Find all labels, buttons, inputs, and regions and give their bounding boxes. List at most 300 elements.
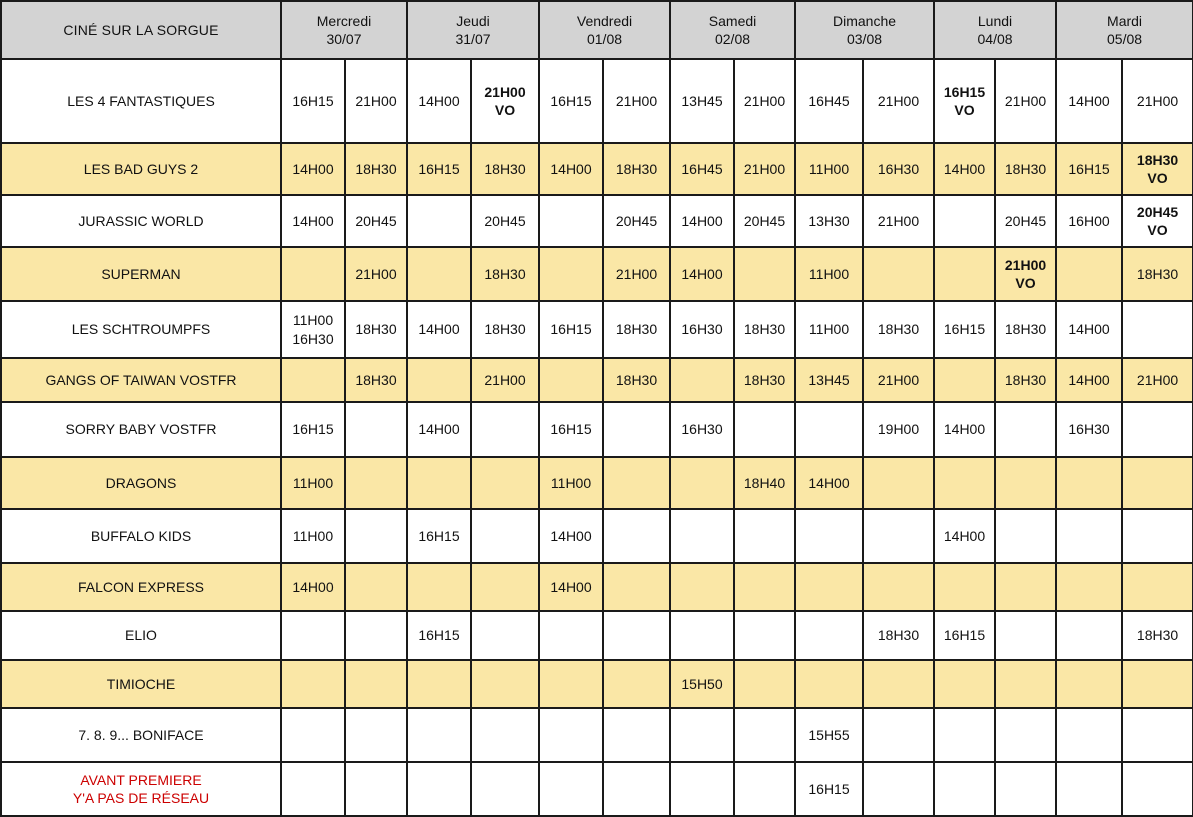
showtime: 14H00 bbox=[681, 212, 723, 229]
showtime-cell bbox=[1056, 195, 1122, 247]
film-title bbox=[1, 611, 281, 660]
showtime-cell bbox=[1122, 247, 1193, 301]
showtime-cell bbox=[995, 708, 1056, 762]
showtime-cell bbox=[795, 509, 863, 563]
showtime-cell bbox=[281, 247, 345, 301]
showtime-cell bbox=[863, 301, 934, 358]
showtime: 21H00 bbox=[743, 92, 786, 109]
showtime-cell bbox=[863, 59, 934, 143]
showtime: 20H45 bbox=[355, 212, 397, 229]
showtime: 16H15 bbox=[550, 92, 592, 109]
showtime-cell bbox=[407, 402, 471, 457]
showtime: 18H30 bbox=[1004, 160, 1047, 177]
film-row bbox=[1, 762, 1193, 816]
showtime: 18H30 bbox=[743, 321, 786, 338]
showtime: 14H00 bbox=[550, 160, 592, 177]
film-row bbox=[1, 301, 1193, 358]
showtime-cell bbox=[795, 457, 863, 509]
showtime: 18H30 bbox=[877, 627, 920, 644]
showtime: 21H00 bbox=[877, 371, 920, 388]
showtime-cell bbox=[539, 247, 603, 301]
showtime-cell bbox=[281, 143, 345, 195]
showtime-cell bbox=[407, 195, 471, 247]
showtime-cell bbox=[1056, 611, 1122, 660]
showtime: 14H00 bbox=[292, 578, 334, 595]
showtime: 18H40 bbox=[743, 474, 786, 491]
showtime: 21H00 bbox=[615, 265, 658, 282]
showtime: 18H30 bbox=[743, 371, 786, 388]
showtime-cell bbox=[863, 358, 934, 402]
showtime: 21H00 bbox=[355, 92, 397, 109]
showtime: 16H15 bbox=[418, 160, 460, 177]
showtime-cell bbox=[995, 143, 1056, 195]
showtime-cell bbox=[995, 611, 1056, 660]
showtime: 20H45 bbox=[743, 212, 786, 229]
showtime-cell bbox=[670, 563, 734, 611]
showtime-cell bbox=[471, 457, 539, 509]
showtime: 14H00 bbox=[418, 321, 460, 338]
day-header-mercredi bbox=[281, 1, 407, 59]
day-name: Jeudi bbox=[456, 12, 490, 29]
showtime: 14H00 bbox=[292, 212, 334, 229]
showtime-cell bbox=[603, 358, 670, 402]
showtime: 14H00 bbox=[292, 160, 334, 177]
showtime-cell bbox=[345, 59, 407, 143]
showtime: 16H15 bbox=[418, 627, 460, 644]
showtime-cell bbox=[795, 143, 863, 195]
showtime: 18H30 bbox=[484, 265, 526, 282]
showtime-cell bbox=[407, 762, 471, 816]
showtime: 14H00 bbox=[1068, 92, 1110, 109]
film-row bbox=[1, 59, 1193, 143]
showtime-cell bbox=[471, 563, 539, 611]
showtime-cell bbox=[281, 402, 345, 457]
showtime: 11H00 bbox=[292, 527, 334, 544]
showtime-cell bbox=[1056, 509, 1122, 563]
showtime-cell bbox=[471, 143, 539, 195]
showtime-cell bbox=[1122, 301, 1193, 358]
film-title-line: JURASSIC WORLD bbox=[78, 212, 204, 229]
showtime-cell bbox=[471, 611, 539, 660]
showtime-cell bbox=[1122, 195, 1193, 247]
showtime-cell bbox=[1122, 457, 1193, 509]
showtime: 16H15 bbox=[943, 627, 986, 644]
showtime-cell bbox=[539, 762, 603, 816]
showtime-cell bbox=[539, 509, 603, 563]
showtime-cell bbox=[407, 143, 471, 195]
film-row bbox=[1, 611, 1193, 660]
showtime-cell bbox=[471, 708, 539, 762]
film-title bbox=[1, 762, 281, 816]
showtime: 14H00 bbox=[550, 527, 592, 544]
film-title-line: GANGS OF TAIWAN VOSTFR bbox=[45, 371, 237, 388]
showtime: 14H00 bbox=[1068, 321, 1110, 338]
showtime: 20H45 VO bbox=[1136, 203, 1179, 238]
film-title bbox=[1, 708, 281, 762]
showtime: 20H45 bbox=[615, 212, 658, 229]
film-title bbox=[1, 247, 281, 301]
film-title-line: DRAGONS bbox=[105, 474, 177, 491]
showtime-cell bbox=[795, 247, 863, 301]
showtime-cell bbox=[863, 708, 934, 762]
showtime: 15H55 bbox=[808, 726, 850, 743]
showtime-cell bbox=[670, 358, 734, 402]
film-title bbox=[1, 660, 281, 708]
showtime-cell bbox=[863, 660, 934, 708]
showtime-cell bbox=[670, 301, 734, 358]
film-title bbox=[1, 563, 281, 611]
film-row bbox=[1, 457, 1193, 509]
showtime: 14H00 bbox=[550, 578, 592, 595]
showtime-cell bbox=[670, 195, 734, 247]
showtime: 18H30 bbox=[877, 321, 920, 338]
showtime-cell bbox=[345, 195, 407, 247]
day-date: 05/08 bbox=[1107, 31, 1143, 47]
showtime-cell bbox=[603, 143, 670, 195]
showtime: 13H30 bbox=[808, 212, 850, 229]
showtime-cell bbox=[863, 195, 934, 247]
showtime: 14H00 bbox=[418, 92, 460, 109]
showtime-cell bbox=[407, 660, 471, 708]
showtime: 16H15 bbox=[550, 321, 592, 338]
showtime-cell bbox=[1122, 611, 1193, 660]
showtime-cell bbox=[603, 611, 670, 660]
showtime: 11H00 16H30 bbox=[292, 312, 334, 347]
showtime: 14H00 bbox=[943, 160, 986, 177]
showtime-cell bbox=[863, 247, 934, 301]
showtime-cell bbox=[1122, 762, 1193, 816]
showtime-cell bbox=[407, 247, 471, 301]
showtime-cell bbox=[734, 195, 795, 247]
showtime-cell bbox=[407, 59, 471, 143]
film-row bbox=[1, 358, 1193, 402]
film-row bbox=[1, 247, 1193, 301]
showtime: 21H00 bbox=[355, 265, 397, 282]
showtime-cell bbox=[795, 563, 863, 611]
showtime: 21H00 VO bbox=[484, 83, 526, 118]
cinema-title: CINÉ SUR LA SORGUE bbox=[1, 1, 281, 59]
showtime-cell bbox=[670, 708, 734, 762]
film-row bbox=[1, 563, 1193, 611]
film-row bbox=[1, 143, 1193, 195]
showtime-cell bbox=[934, 611, 995, 660]
showtime: 21H00 bbox=[743, 160, 786, 177]
film-title-line: ELIO bbox=[125, 627, 157, 644]
showtime-cell bbox=[281, 358, 345, 402]
showtime-cell bbox=[734, 708, 795, 762]
film-title-line: LES BAD GUYS 2 bbox=[83, 160, 199, 177]
film-title-line: AVANT PREMIERE bbox=[80, 771, 202, 788]
showtime-cell bbox=[863, 402, 934, 457]
showtime-cell bbox=[1122, 143, 1193, 195]
showtime-cell bbox=[995, 301, 1056, 358]
showtime-cell bbox=[934, 509, 995, 563]
film-row bbox=[1, 708, 1193, 762]
showtime: 16H30 bbox=[681, 421, 723, 438]
film-row bbox=[1, 509, 1193, 563]
showtime: 16H15 bbox=[943, 321, 986, 338]
showtime-cell bbox=[471, 509, 539, 563]
film-title-line: FALCON EXPRESS bbox=[77, 578, 205, 595]
showtime-cell bbox=[1056, 660, 1122, 708]
showtime-cell bbox=[734, 563, 795, 611]
showtime-cell bbox=[734, 660, 795, 708]
film-row bbox=[1, 660, 1193, 708]
showtime: 14H00 bbox=[418, 421, 460, 438]
showtime-cell bbox=[795, 762, 863, 816]
showtime: 13H45 bbox=[681, 92, 723, 109]
showtime-cell bbox=[734, 358, 795, 402]
showtime-cell bbox=[734, 509, 795, 563]
showtime-cell bbox=[795, 301, 863, 358]
showtime-cell bbox=[281, 563, 345, 611]
showtime-cell bbox=[795, 611, 863, 660]
showtime-cell bbox=[345, 301, 407, 358]
showtime-cell bbox=[603, 59, 670, 143]
day-date: 04/08 bbox=[977, 31, 1013, 47]
showtime-cell bbox=[1056, 762, 1122, 816]
showtime: 21H00 bbox=[484, 371, 526, 388]
day-name: Lundi bbox=[977, 12, 1013, 29]
showtime-cell bbox=[995, 509, 1056, 563]
film-title-line: SUPERMAN bbox=[101, 265, 181, 282]
showtime-cell bbox=[345, 563, 407, 611]
showtime-cell bbox=[407, 708, 471, 762]
showtime-cell bbox=[1056, 358, 1122, 402]
showtime-cell bbox=[407, 301, 471, 358]
showtime-cell bbox=[603, 509, 670, 563]
showtime-cell bbox=[345, 143, 407, 195]
showtime-cell bbox=[863, 509, 934, 563]
showtime-cell bbox=[934, 563, 995, 611]
showtime-cell bbox=[281, 708, 345, 762]
showtime: 14H00 bbox=[1068, 371, 1110, 388]
showtime: 14H00 bbox=[681, 265, 723, 282]
showtime-cell bbox=[345, 457, 407, 509]
day-date: 02/08 bbox=[714, 31, 751, 47]
showtime-cell bbox=[1056, 143, 1122, 195]
showtime: 16H45 bbox=[681, 160, 723, 177]
day-name: Vendredi bbox=[576, 12, 633, 29]
showtime-cell bbox=[345, 358, 407, 402]
day-name: Mercredi bbox=[316, 12, 372, 29]
showtime: 16H30 bbox=[681, 321, 723, 338]
showtime-cell bbox=[934, 762, 995, 816]
showtime-cell bbox=[471, 358, 539, 402]
showtime-cell bbox=[539, 611, 603, 660]
showtime: 18H30 bbox=[355, 371, 397, 388]
showtime: 18H30 VO bbox=[1136, 151, 1179, 186]
showtime: 21H00 bbox=[1136, 92, 1179, 109]
film-title-line: 7. 8. 9... BONIFACE bbox=[78, 726, 204, 743]
showtime: 18H30 bbox=[615, 371, 658, 388]
showtime-cell bbox=[603, 247, 670, 301]
showtime-cell bbox=[603, 195, 670, 247]
showtime-cell bbox=[734, 143, 795, 195]
film-title-line: LES SCHTROUMPFS bbox=[71, 321, 211, 338]
showtime: 18H30 bbox=[1004, 371, 1047, 388]
showtime: 11H00 bbox=[808, 321, 850, 338]
showtime-cell bbox=[539, 143, 603, 195]
showtime: 15H50 bbox=[681, 675, 723, 692]
showtime-cell bbox=[1056, 301, 1122, 358]
showtime: 18H30 bbox=[1004, 321, 1047, 338]
showtime-cell bbox=[934, 402, 995, 457]
showtime-cell bbox=[670, 59, 734, 143]
showtime-cell bbox=[603, 402, 670, 457]
showtime: 21H00 VO bbox=[1004, 256, 1047, 291]
showtime-cell bbox=[734, 59, 795, 143]
showtime-cell bbox=[734, 762, 795, 816]
showtime-cell bbox=[603, 301, 670, 358]
showtime-cell bbox=[539, 195, 603, 247]
showtime-cell bbox=[345, 247, 407, 301]
showtime-cell bbox=[863, 611, 934, 660]
showtime-cell bbox=[1122, 59, 1193, 143]
showtime: 18H30 bbox=[615, 321, 658, 338]
showtime: 16H45 bbox=[808, 92, 850, 109]
day-header-dimanche bbox=[795, 1, 934, 59]
showtime-cell bbox=[670, 762, 734, 816]
showtime-cell bbox=[995, 762, 1056, 816]
film-title bbox=[1, 358, 281, 402]
showtime: 14H00 bbox=[943, 527, 986, 544]
showtime: 14H00 bbox=[808, 474, 850, 491]
showtime: 16H00 bbox=[1068, 212, 1110, 229]
showtime-cell bbox=[795, 59, 863, 143]
day-name: Mardi bbox=[1107, 12, 1143, 29]
film-row bbox=[1, 195, 1193, 247]
showtime-cell bbox=[471, 660, 539, 708]
showtime-cell bbox=[471, 195, 539, 247]
showtime-cell bbox=[1056, 457, 1122, 509]
showtime-cell bbox=[1122, 509, 1193, 563]
showtime: 11H00 bbox=[292, 474, 334, 491]
showtime-cell bbox=[734, 457, 795, 509]
showtime: 11H00 bbox=[808, 160, 850, 177]
showtime-cell bbox=[345, 611, 407, 660]
showtime-cell bbox=[934, 59, 995, 143]
showtime: 21H00 bbox=[1136, 371, 1179, 388]
showtime: 16H15 VO bbox=[943, 83, 986, 118]
day-date: 31/07 bbox=[455, 31, 491, 47]
showtime-cell bbox=[539, 708, 603, 762]
showtime-cell bbox=[281, 195, 345, 247]
film-title-line: LES 4 FANTASTIQUES bbox=[67, 92, 215, 109]
showtime-cell bbox=[995, 358, 1056, 402]
showtime-cell bbox=[670, 611, 734, 660]
film-rows bbox=[1, 59, 1193, 816]
showtime-cell bbox=[670, 143, 734, 195]
showtime-cell bbox=[539, 402, 603, 457]
showtime-cell bbox=[995, 247, 1056, 301]
showtime-cell bbox=[1056, 59, 1122, 143]
showtime: 16H15 bbox=[1068, 160, 1110, 177]
showtime-cell bbox=[407, 611, 471, 660]
showtime: 13H45 bbox=[808, 371, 850, 388]
showtime-cell bbox=[670, 402, 734, 457]
showtime: 18H30 bbox=[615, 160, 658, 177]
showtime-cell bbox=[345, 762, 407, 816]
film-title-line: BUFFALO KIDS bbox=[90, 527, 192, 544]
showtime: 18H30 bbox=[484, 321, 526, 338]
showtime-cell bbox=[670, 457, 734, 509]
showtime-cell bbox=[995, 195, 1056, 247]
showtime-cell bbox=[1056, 563, 1122, 611]
day-header-jeudi bbox=[407, 1, 539, 59]
showtime-cell bbox=[995, 402, 1056, 457]
showtime-cell bbox=[670, 509, 734, 563]
showtime-cell bbox=[934, 301, 995, 358]
showtime-cell bbox=[995, 59, 1056, 143]
showtime-cell bbox=[934, 247, 995, 301]
day-date: 30/07 bbox=[326, 31, 362, 47]
showtime: 21H00 bbox=[877, 212, 920, 229]
showtime: 16H15 bbox=[550, 421, 592, 438]
showtime-cell bbox=[281, 660, 345, 708]
showtime-cell bbox=[734, 402, 795, 457]
showtime-cell bbox=[281, 59, 345, 143]
day-header-mardi bbox=[1056, 1, 1193, 59]
showtime-cell bbox=[471, 59, 539, 143]
film-title-line: TIMIOCHE bbox=[106, 675, 176, 692]
header-row bbox=[1, 1, 1193, 59]
showtime-cell bbox=[603, 660, 670, 708]
showtime-cell bbox=[407, 509, 471, 563]
showtime-cell bbox=[1122, 708, 1193, 762]
showtime-cell bbox=[603, 563, 670, 611]
showtime-cell bbox=[281, 457, 345, 509]
day-header-vendredi bbox=[539, 1, 670, 59]
showtime-cell bbox=[670, 247, 734, 301]
showtime-cell bbox=[1122, 563, 1193, 611]
showtime: 18H30 bbox=[484, 160, 526, 177]
film-row bbox=[1, 402, 1193, 457]
showtime-cell bbox=[863, 143, 934, 195]
showtime-cell bbox=[863, 563, 934, 611]
showtime: 18H30 bbox=[355, 321, 397, 338]
showtime-cell bbox=[934, 457, 995, 509]
showtime-cell bbox=[281, 762, 345, 816]
showtime: 21H00 bbox=[615, 92, 658, 109]
showtime-cell bbox=[670, 660, 734, 708]
showtime-cell bbox=[1056, 247, 1122, 301]
showtime-cell bbox=[345, 402, 407, 457]
showtime: 21H00 bbox=[1004, 92, 1047, 109]
showtime-cell bbox=[281, 509, 345, 563]
showtime: 16H30 bbox=[877, 160, 920, 177]
showtime-cell bbox=[934, 195, 995, 247]
showtime: 16H15 bbox=[808, 780, 850, 797]
showtime: 16H15 bbox=[292, 421, 334, 438]
film-title bbox=[1, 301, 281, 358]
showtime-cell bbox=[995, 457, 1056, 509]
film-title bbox=[1, 195, 281, 247]
showtime-cell bbox=[471, 762, 539, 816]
showtime-cell bbox=[471, 301, 539, 358]
showtime-cell bbox=[603, 708, 670, 762]
showtime: 14H00 bbox=[943, 421, 986, 438]
showtime-cell bbox=[1122, 358, 1193, 402]
showtime-cell bbox=[345, 708, 407, 762]
showtime: 16H15 bbox=[418, 527, 460, 544]
showtime: 11H00 bbox=[808, 265, 850, 282]
showtime-cell bbox=[795, 358, 863, 402]
showtime-cell bbox=[995, 563, 1056, 611]
day-name: Samedi bbox=[708, 12, 757, 29]
showtime-cell bbox=[734, 247, 795, 301]
showtime: 18H30 bbox=[355, 160, 397, 177]
